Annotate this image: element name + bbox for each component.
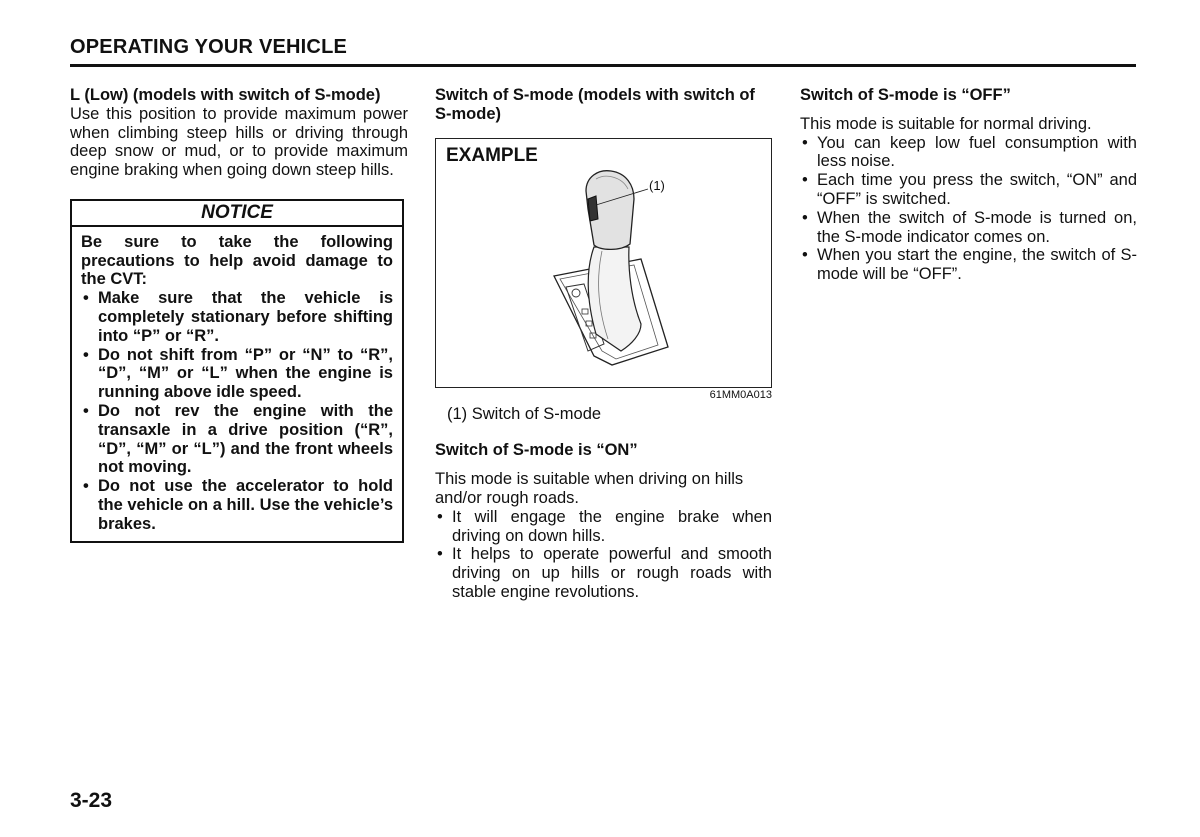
s-mode-on-heading: Switch of S-mode is “ON” bbox=[435, 441, 638, 460]
s-mode-on-item: • It will engage the engine brake when driving on down hills. bbox=[435, 508, 772, 546]
s-mode-off-item: • When the switch of S-mode is turned on, the S-mode indicator comes on. bbox=[800, 209, 1137, 247]
notice-list bbox=[81, 289, 393, 533]
figure-caption: (1) Switch of S-mode bbox=[447, 404, 602, 423]
page-header-title: OPERATING YOUR VEHICLE bbox=[70, 36, 348, 58]
notice-body bbox=[72, 227, 402, 541]
page-number: 3-23 bbox=[70, 789, 113, 812]
notice-item: • Do not shift from “P” or “N” to “R”, “D”, “M” or “L” when the engine is running above idle speed. bbox=[81, 346, 393, 402]
s-mode-heading: Switch of S-mode (models with switch of S-mode) bbox=[435, 86, 755, 123]
notice-item: • Make sure that the vehicle is completely stationary before shifting into “P” or “R”. bbox=[81, 289, 393, 345]
example-figure bbox=[435, 138, 772, 388]
s-mode-off-item: • Each time you press the switch, “ON” and “OFF” is switched. bbox=[800, 171, 1137, 209]
figure-id: 61MM0A013 bbox=[709, 388, 772, 401]
column-middle bbox=[435, 86, 772, 602]
notice-box bbox=[70, 199, 404, 543]
low-body: Use this position to provide maximum power when climbing steep hills or driving through deep snow or mud, or to provide maximum engine braking when going down steep hills. bbox=[70, 104, 408, 180]
notice-intro: Be sure to take the following precautions to help avoid damage to the CVT: bbox=[81, 232, 393, 289]
s-mode-on-list bbox=[435, 508, 772, 602]
example-label: EXAMPLE bbox=[446, 144, 538, 166]
callout-label: (1) bbox=[649, 177, 665, 193]
notice-item: • Do not rev the engine with the transaxle in a drive position (“R”, “D”, “M” or “L”) and the front wheels not moving. bbox=[81, 402, 393, 477]
header-rule bbox=[70, 64, 1136, 67]
gear-shifter-illustration bbox=[436, 139, 773, 389]
s-mode-off-intro: This mode is suitable for normal driving. bbox=[800, 114, 1092, 133]
s-mode-on-intro: This mode is suitable when driving on hills and/or rough roads. bbox=[435, 470, 744, 507]
s-mode-off-heading: Switch of S-mode is “OFF” bbox=[800, 86, 1011, 104]
notice-item: • Do not use the accelerator to hold the vehicle on a hill. Use the vehicle’s brakes. bbox=[81, 477, 393, 533]
s-mode-off-item: • You can keep low fuel consumption with less noise. bbox=[800, 134, 1137, 172]
column-left bbox=[70, 86, 408, 543]
notice-title: NOTICE bbox=[72, 201, 402, 227]
s-mode-off-list bbox=[800, 134, 1137, 284]
low-heading: L (Low) (models with switch of S-mode) bbox=[70, 86, 381, 104]
column-right bbox=[800, 86, 1137, 284]
s-mode-on-item: • It helps to operate powerful and smooth driving on up hills or rough roads with stable engine revolutions. bbox=[435, 545, 772, 601]
s-mode-off-item: • When you start the engine, the switch of S-mode will be “OFF”. bbox=[800, 246, 1137, 284]
